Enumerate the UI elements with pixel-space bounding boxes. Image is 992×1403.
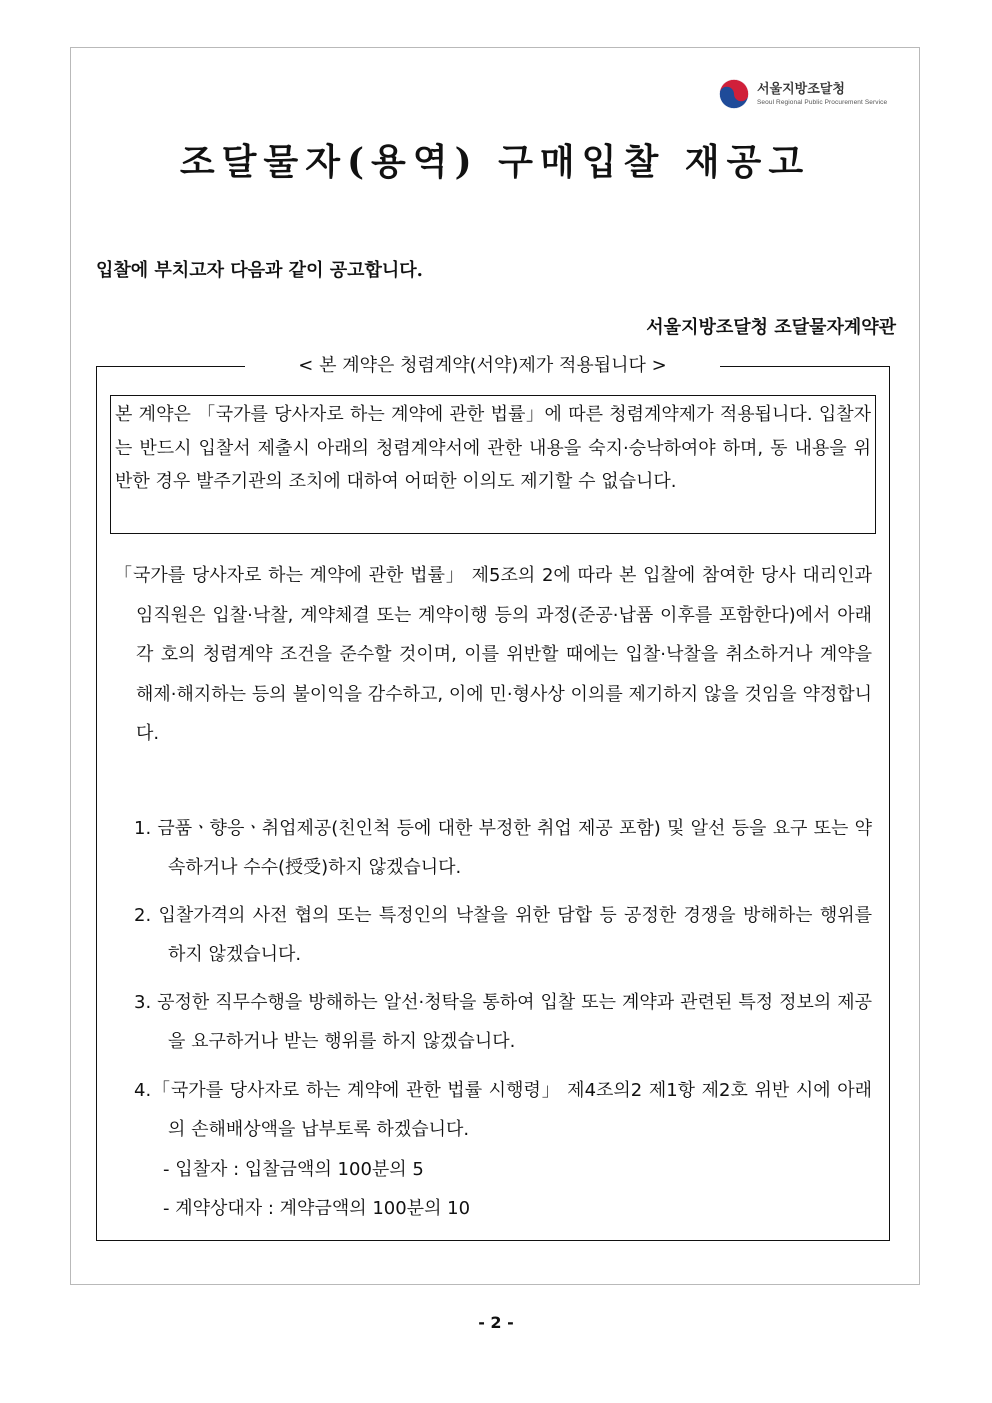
page-number: - 2 - — [478, 1313, 514, 1332]
logo-name-english: Seoul Regional Public Procurement Service — [757, 98, 888, 106]
pledge-preamble: 「국가를 당사자로 하는 계약에 관한 법률」 제5조의 2에 따라 본 입찰에 참여한 당사 대리인과 임직원은 입찰·낙찰, 계약체결 또는 계약이행 등의 과정(준공·납품 이후를 포함한다)에서 아래 각 호의 청렴계약 조건을 준수할 것이며, 이를 위반할 때에는 입찰·낙찰을 취소하거나 계약을 해제·해지하는 등의 불이익을 감수하고, 이에 민·형사상 이의를 제기하지 않을 것임을 약정합니다. — [114, 565, 872, 744]
logo-name-korean: 서울지방조달청 — [757, 81, 845, 97]
damages-contractor: - 계약상대자 : 계약금액의 100분의 10 — [163, 1198, 471, 1219]
issuer-name: 서울지방조달청 조달물자계약관 — [646, 317, 896, 338]
document-title: 조달물자(용역) 구매입찰 재공고 — [179, 141, 811, 183]
taegeuk-emblem-icon — [717, 77, 751, 111]
pledge-item-3: 3. 공정한 직무수행을 방해하는 알선·청탁을 통하여 입찰 또는 계약과 관련된 특정 정보의 제공을 요구하거나 받는 행위를 하지 않겠습니다. — [134, 992, 872, 1052]
agency-logo — [717, 76, 887, 112]
box-caption: < 본 계약은 청렴계약(서약)제가 적용됩니다 > — [245, 351, 720, 381]
integrity-notice: 본 계약은 「국가를 당사자로 하는 계약에 관한 법률」에 따른 청렴계약제가 적용됩니다. 입찰자는 반드시 입찰서 제출시 아래의 청렴계약서에 관한 내용을 숙지·승낙하여야 하며, 동 내용을 위반한 경우 발주기관의 조치에 대하여 어떠한 이의도 제기할 수 없습니다. — [110, 395, 876, 534]
damages-bidder: - 입찰자 : 입찰금액의 100분의 5 — [163, 1159, 424, 1180]
pledge-item-1: 1. 금품ㆍ향응ㆍ취업제공(친인척 등에 대한 부정한 취업 제공 포함) 및 알선 등을 요구 또는 약속하거나 수수(授受)하지 않겠습니다. — [134, 818, 872, 878]
pledge-item-2: 2. 입찰가격의 사전 협의 또는 특정인의 낙찰을 위한 담합 등 공정한 경쟁을 방해하는 행위를 하지 않겠습니다. — [134, 905, 872, 965]
intro-text: 입찰에 부치고자 다음과 같이 공고합니다. — [96, 260, 423, 281]
pledge-item-4: 4.「국가를 당사자로 하는 계약에 관한 법률 시행령」 제4조의2 제1항 제2호 위반 시에 아래의 손해배상액을 납부토록 하겠습니다. — [134, 1080, 872, 1140]
